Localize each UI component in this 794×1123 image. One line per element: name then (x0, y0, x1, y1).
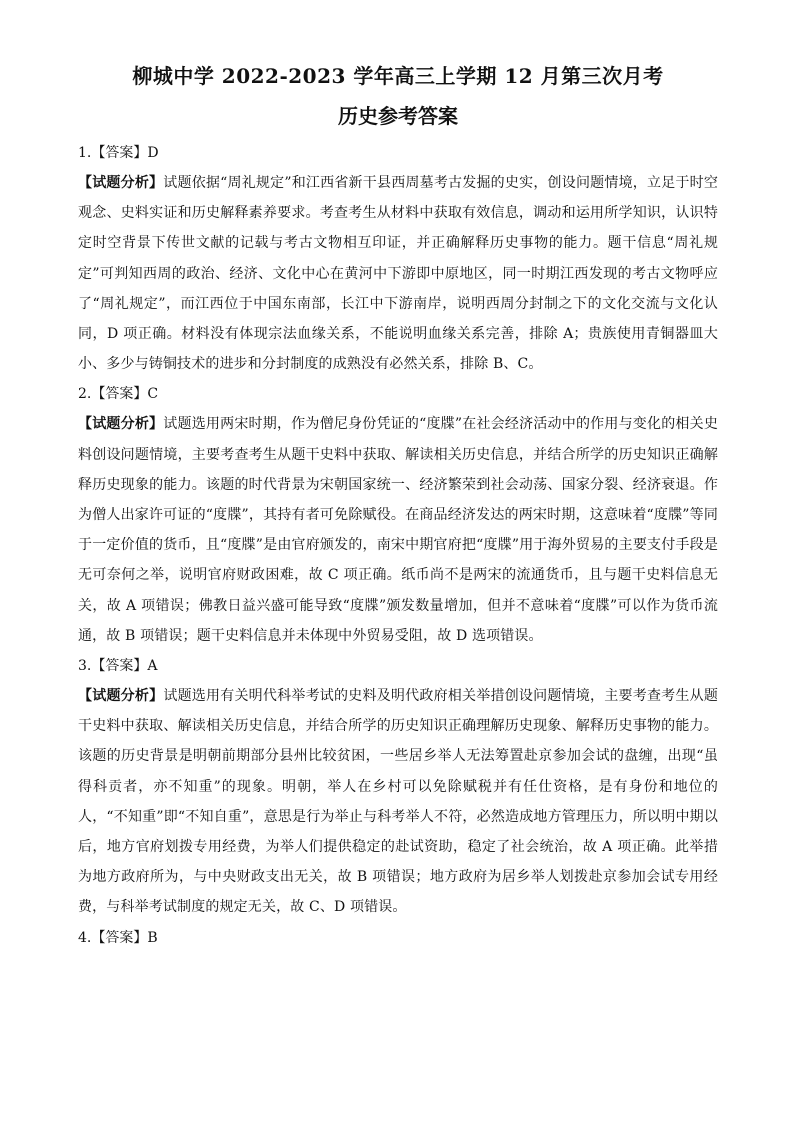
answer-line (78, 923, 718, 953)
question-number: 1. (78, 145, 92, 161)
question-number: 3. (78, 658, 92, 675)
analysis-paragraph (78, 409, 718, 651)
answer-value: A (147, 658, 158, 675)
analysis-paragraph (78, 681, 718, 923)
answer-line (78, 379, 718, 409)
analysis-label: 【试题分析】 (78, 416, 164, 433)
question-1 (78, 138, 718, 379)
answer-label: 【答案】 (91, 929, 148, 946)
question-3 (78, 651, 718, 923)
document-subtitle: 历史参考答案 (338, 104, 458, 128)
question-number: 4. (78, 929, 92, 946)
analysis-text: 试题选用有关明代科举考试的史料及明代政府相关举措创设问题情境，主要考查考生从题干史料中获取、解读相关历史信息，并结合所学的历史知识正确理解历史现象、解释历史事物的能力。该题的历史背景是明朝前期部分县州比较贫困，一些居乡举人无法筹置赴京参加会试的盘缠，出现“虽得科贡者，亦不知重”的现象。明朝，举人在乡村可以免除赋税并有任仕资格，是有身份和地位的人，“不知重”即“不知自重”，意思是行为举止与科考举人不符，必然造成地方管理压力，所以明中期以后，地方官府划拨专用经费，为举人们提供稳定的赴试资助，稳定了社会统治，故 A 项正确。此举措为地方政府所为，与中央财政支出无关，故 B 项错误；地方政府为居乡举人划拨赴京参加会试专用经费，与科举考试制度的规定无关，故 C、D 项错误。 (78, 688, 718, 916)
answer-value: D (147, 145, 159, 161)
answer-label: 【答案】 (91, 386, 148, 403)
question-2 (78, 379, 718, 651)
answer-value: B (147, 929, 158, 946)
question-number: 2. (78, 386, 92, 403)
analysis-paragraph (78, 168, 718, 379)
analysis-label: 【试题分析】 (78, 175, 164, 191)
question-4 (78, 923, 718, 953)
document-title: 柳城中学 2022-2023 学年高三上学期 12 月第三次月考 (132, 64, 664, 88)
answer-label: 【答案】 (91, 145, 148, 161)
answer-line (78, 138, 718, 168)
answer-value: C (147, 386, 159, 403)
answer-label: 【答案】 (91, 658, 148, 675)
answer-line (78, 651, 718, 681)
analysis-label: 【试题分析】 (78, 688, 164, 705)
analysis-text: 试题依据“周礼规定”和江西省新干县西周墓考古发掘的史实，创设问题情境，立足于时空观念、史料实证和历史解释素养要求。考查考生从材料中获取有效信息，调动和运用所学知识，认识特定时空背景下传世文献的记载与考古文物相互印证，并正确解释历史事物的能力。题干信息“周礼规定”可判知西周的政治、经济、文化中心在黄河中下游即中原地区，同一时期江西发现的考古文物呼应了“周礼规定”，而江西位于中国东南部，长江中下游南岸，说明西周分封制之下的文化交流与文化认同，D 项正确。材料没有体现宗法血缘关系，不能说明血缘关系完善，排除 A；贵族使用青铜器皿大小、多少与铸铜技术的进步和分封制度的成熟没有必然关系，排除 B、C。 (78, 175, 719, 373)
analysis-text: 试题选用两宋时期，作为僧尼身份凭证的“度牒”在社会经济活动中的作用与变化的相关史料创设问题情境，主要考查考生从题干史料中获取、解读相关历史信息，并结合所学的历史知识正确解释历史现象的能力。该题的时代背景为宋朝国家统一、经济繁荣到社会动荡、国家分裂、经济衰退。作为僧人出家许可证的“度牒”，其持有者可免除赋役。在商品经济发达的两宋时期，这意味着“度牒”等同于一定价值的货币，且“度牒”是由官府颁发的，南宋中期官府把“度牒”用于海外贸易的主要支付手段是无可奈何之举，说明官府财政困难，故 C 项正确。纸币尚不是两宋的流通货币，且与题干史料信息无关，故 A 项错误；佛教日益兴盛可能导致“度牒”颁发数量增加，但并不意味着“度牒”可以作为货币流通，故 B 项错误；题干史料信息并未体现中外贸易受阻，故 D 选项错误。 (78, 416, 719, 644)
